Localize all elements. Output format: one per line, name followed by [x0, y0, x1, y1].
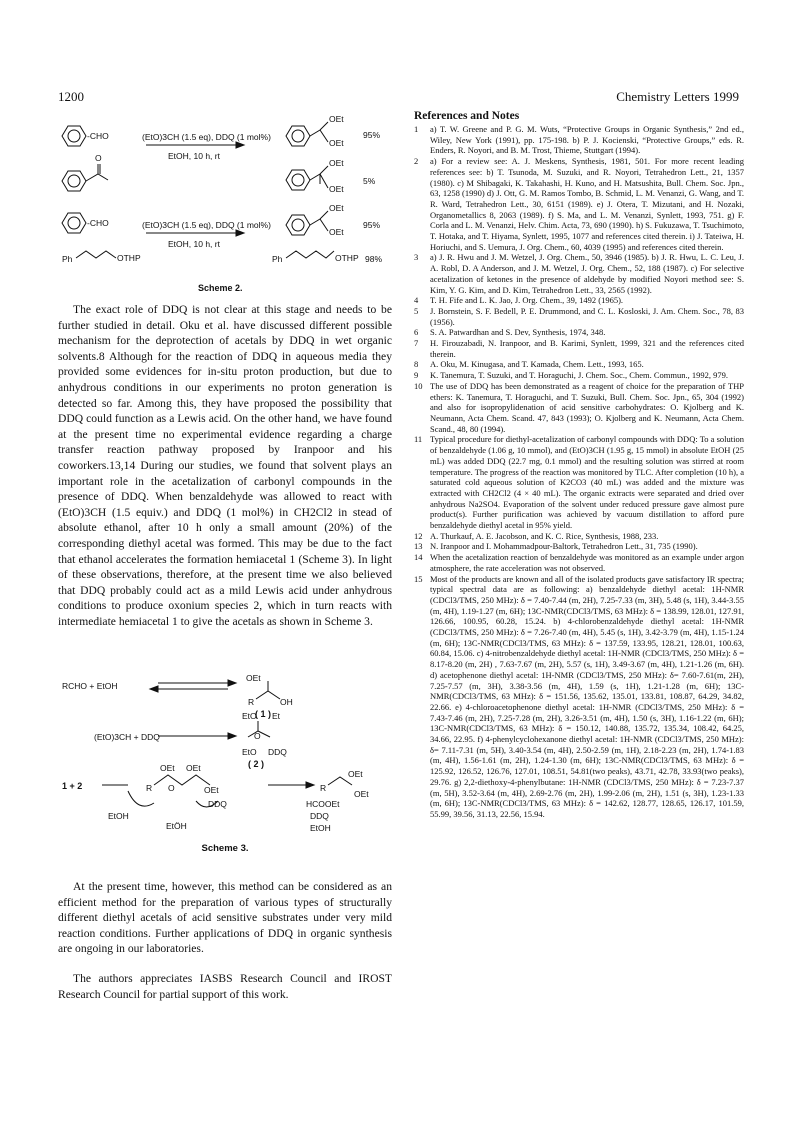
- reference-item: 6 S. A. Patwardhan and S. Dev, Synthesis, 1974, 348.: [414, 327, 606, 338]
- references-title: References and Notes: [414, 110, 520, 122]
- benzene-ring-icon: [286, 126, 310, 146]
- reference-item: 2 a) For a review see: A. J. Meskens, Synthesis, 1981, 501. For more recent leading references see: b) T. Tsunoda, M. Suzuki, and R. Noyori, Tetrahedron Lett., 21, 1357 (1980). c) M Shibagaki, K. Takahashi, H. Kuno, and H. Matsushita, Bull. Chem. Soc. Jpn., 63, 1258 (1990) d) J. Ott, G. M. Ramos Tombo, B. Schmid, L. M. Venanzi, G. Wang, and T. R. Ward, Tetrahedron Lett., 30, 6151 (1989). e) J. Otera, T. Mizutani, and H. Nozaki, Organometallics 8, 2063 (1989). f) S. Ma, and L. M. Venanzi, Synlett, 1993, 751. g) F. Corla and L. M. Venanzi, Helv. Chim. Acta, 73, 690 (1990). h) S. Fukuzawa, T. Tsuchimoto, T. Hotaka, and T. Hiyama, Synlett, 1995, 1077 and references cited therein. i) J. Tateiwa, H. Horiuchi, and S. Uemura, J. Org. Chem., 60, 4039 (1995) and references cited therein.: [414, 156, 744, 252]
- reagent-label: (EtO)3CH (1.5 eq), DDQ (1 mol%): [142, 132, 271, 142]
- reference-item: 15 Most of the products are known and all of the isolated products gave satisfactory IR spectra; typical spectral data are as following: a) benzaldehyde diethyl acetal: 1H-NMR (CDCl3/TMS, 250 MHz): δ = 7.40-7.44 (m, 2H), 7.25-7.33 (m, 3H), 5.48 (s, 1H), 3.44-3.55 (m, 4H), 1.19-1.27 (m, 6H); 13C-NMR(CDCl3/TMS, 63 MHz): δ = 138.99, 128.01, 127.91, 126.66, 100.95, 60.28, 15.24. b) 4-chlorobenzaldehyde diethyl acetal: 1H-NMR (CDCl3/TMS, 250 MHz): δ = 7.26-7.40 (m, 4H), 5.45 (s, 1H), 3.42-3.79 (m, 4H), 1.15-1.24 (m, 6H); 13C-NMR(CDCl3/TMS, 63 MHz): δ = 137.59, 133.95, 128.21, 128.01, 100.63, 60.84, 15.06. c) 4-nitrobenzaldehyde diethyl acetal: 1H-NMR (CDCl3/TMS, 250 MHz): δ = 8.17-8.20 (m, 2H) , 7.63-7.67 (m, 2H), 5.57 (s, 1H), 3.49-3.67 (m, 4H), 1.21-1.26 (m, 6H). d) acetophenone diethyl acetal: 1H-NMR (CDCl3/TMS, 250 MHz): δ= 7.60-7.61(m, 2H), 7.25-7.57 (m, 3H), 3.38-3.56 (m, 4H), 1.59 (s, 1H), 1.21-1.28 (m, 6H); 13C-NMR(CDCl3/TMS, 63 MHz): δ = 151.56, 135.62, 135.01, 133.81, 108.87, 64.29, 34.82, 22.66. e) 4-chloroacetophenone diethyl acetal: 1H-NMR (CDCl3/TMS, 250 MHz): δ = 7.43-7.46 (m, 2H), 7.25-7.28 (m, 2H), 3.26-3.51 (m, 4H), 1.50 (s, 3H), 1.16-1.22 (m, 6H); 13C-NMR(CDCl3/TMS, 63 MHz): δ = 150.12, 140.88, 135.72, 135.34, 108.42, 64.25, 34.66, 22.95. f) 4-phenylcyclohexanone diethyl acetal: 1H-NMR (CDCl3/TMS, 250 MHz): δ= 7.11-7.31 (m, 5H), 3.40-3.54 (m, 4H), 2.50-2.59 (m, 1H), 2.18-2.23 (m, 2H), 1.74-1.83 (m, 4H), 1.56-1.61 (m, 2H), 1.24-1.30 (m, 6H); 13C-NMR(CDCl3/TMS, 63 MHz): δ = 125.92, 126.52, 126.76, 127.01, 108.51, 54.81(two peaks), 43.71, 42.78, 33.93(two peaks), 29.76. g) 2,2-diethoxy-4-phenylbutane: 1H-NMR (CDCl3/TMS, 250 MHz): δ = 7.23-7.37 (m, 5H), 3.52-3.64 (m, 4H), 2.69-2.76 (m, 2H), 1.99-2.06 (m, 2H), 1.51 (s, 3H), 1.23-1.33 (m, 6H); 13C-NMR(CDCl3/TMS, 63 MHz): δ = 142.62, 128.77, 128.65, 126.17, 101.59, 55.99, 39.56, 31.13, 22.56, 15.94.: [414, 573, 744, 819]
- et-label: Et: [272, 711, 281, 721]
- one-plus-two-label: 1 + 2: [62, 781, 83, 791]
- oet-label: OEt: [204, 785, 219, 795]
- ddq-label: DDQ: [268, 747, 287, 757]
- scheme-2: [58, 108, 392, 298]
- scheme-3-caption: Scheme 3.: [201, 843, 249, 854]
- condition-label: EtOH, 10 h, rt: [168, 239, 220, 249]
- reference-item: 4 T. H. Fife and L. K. Jao, J. Org. Chem., 39, 1492 (1965).: [414, 295, 624, 306]
- condition-label: EtOH, 10 h, rt: [168, 151, 220, 161]
- oh-label: OH: [280, 697, 293, 707]
- ddq-label: DDQ: [208, 799, 227, 809]
- reference-item: 11 Typical procedure for diethyl-acetalization of carbonyl compounds with DDQ: To a solution of benzaldehyde (1.06 g, 10 mmol), and (EtO)3CH (1.95 g, 15 mmol) in absolute EtOH (25 mL) was added DDQ (22.7 mg, 0.1 mmol) and the resulting solution was stirred at room temperature. The progress of the reaction was monitored by TLC. After completion (10 h), a saturated cold aqueous solution of K2CO3 (40 mL) was added and the mixture was extracted with CH2Cl2 (4 × 40 mL). The organic extracts were separated and dried over anhydrous Na2SO4. Evaporation of the solvent under reduced pressure gave almost pure product(s). Further purification was achieved by vacuum distillation to afford pure benzaldehyde diethyl acetal in 95% yield.: [414, 434, 744, 531]
- oet-label: OEt: [329, 227, 344, 237]
- oet-label: OEt: [186, 763, 201, 773]
- benzene-ring-icon: [286, 215, 310, 235]
- acknowledgement: The authors appreciates IASBS Research Council and IROST Research Council for partial support of this work.: [58, 971, 392, 1001]
- reference-item: 7 H. Firouzabadi, N. Iranpoor, and B. Karimi, Synlett, 1999, 321 and the references cited therein.: [414, 338, 744, 359]
- oet-label: OEt: [329, 114, 344, 124]
- cho-label: -CHO: [87, 131, 109, 141]
- compound-1-label: ( 1 ): [255, 709, 272, 719]
- o-label: O: [168, 783, 175, 793]
- benzene-ring-icon: [62, 171, 86, 191]
- reference-item: 3 a) J. R. Hwu and J. M. Wetzel, J. Org. Chem., 50, 3946 (1985). b) J. R. Hwu, L. C. Leu, J. A. Robl, D. A Anderson, and J. M. Wetzel, J. Org. Chem., 52, 188 (1987). c) For selective acetalization of ketones in the presence of aldehyde by modified Noyori method see: S. Kim, Y. G. Kim, and D. Kim, Tetrahedron Lett., 33, 2565 (1992).: [414, 252, 744, 295]
- reference-item: 12 A. Thurkauf, A. E. Jacobson, and K. C. Rice, Synthesis, 1988, 233.: [414, 530, 659, 541]
- o-label: O: [95, 153, 102, 163]
- othp-label: OTHP: [117, 253, 141, 263]
- scheme-2-caption: Scheme 2.: [198, 283, 243, 293]
- yield-label: 5%: [363, 176, 376, 186]
- oet-label: OEt: [160, 763, 175, 773]
- etoch-label: (EtO)3CH + DDQ: [94, 732, 160, 742]
- oet-label: OEt: [329, 158, 344, 168]
- etoh-label: EtÖH: [166, 821, 187, 831]
- reference-item: 13 N. Iranpoor and I. Mohammadpour-Baltork, Tetrahedron Lett., 31, 735 (1990).: [414, 541, 698, 552]
- reference-item: 8 A. Oku, M. Kinugasa, and T. Kamada, Chem. Lett., 1993, 165.: [414, 359, 644, 370]
- scheme-3-drawing: [58, 673, 392, 843]
- r-label: R: [248, 697, 255, 707]
- oet-label: OEt: [329, 203, 344, 213]
- etoh-label: EtOH: [108, 811, 129, 821]
- paragraph: At the present time, however, this method can be considered as an efficient method for the preparation of various types of structurally different diethyl acetals of acid sensitive substrates under very mild reaction conditions. Further applications of DDQ in organic synthesis are ongoing in our laboratories.: [58, 880, 392, 956]
- reference-item: 14 When the acetalization reaction of benzaldehyde was monitored as an example under argon atmosphere, the rate acceleration was not observed.: [414, 552, 744, 573]
- benzene-ring-icon: [286, 170, 310, 190]
- o-label: O: [254, 731, 261, 741]
- hcooet-label: HCOOEt: [306, 799, 340, 809]
- benzene-ring-icon: [62, 126, 86, 146]
- oet-label: OEt: [329, 138, 344, 148]
- eto-label: EtO: [242, 747, 257, 757]
- r-label: R: [320, 783, 327, 793]
- r-label: R: [146, 783, 153, 793]
- yield-label: 95%: [363, 220, 381, 230]
- rcho-label: RCHO + EtOH: [62, 681, 118, 691]
- scheme-2-drawing: [58, 108, 392, 298]
- compound-2-label: ( 2 ): [248, 759, 265, 769]
- body-text-2: [58, 879, 392, 1002]
- eto-label: EtO: [242, 711, 257, 721]
- ph-label: Ph: [272, 254, 283, 264]
- scheme-3: [58, 673, 392, 854]
- othp-label: OTHP: [335, 253, 359, 263]
- oet-label: OEt: [246, 673, 261, 683]
- cho-label: -CHO: [87, 218, 109, 228]
- journal-title: Chemistry Letters 1999: [616, 89, 739, 104]
- paragraph: The exact role of DDQ is not clear at this stage and needs to be further studied in detail. Oku et al. have discussed different possible mechanism for the deprotection of acetals by DDQ in wet organic solvents.8 Although for the reaction of DDQ in aqueous media they provided some evidences for in-situ proton production, but due to anhydrous conditions in our experiments no proton generation is detected so far. Among this, they have proposed the possibility that DDQ could function as a Lewis acid. On the other hand, we have found at the present time no experimental evidence regarding a charge transfer reaction pathway proposed by Iranpoor and his coworkers.13,14 During our studies, we found that solvent plays an important role in the acetalization of carbonyl compounds in the presence of DDQ. When benzaldehyde was allowed to react with (EtO)3CH (1.5 equiv.) and DDQ (1 mol%) in CH2Cl2 in stead of absolute ethanol, after 10 h only a small amount (20%) of the corresponding diethyl acetal was formed. This may be due to the fact that ethanol accelerates the formation hemiacetal 1 (Scheme 3). In light of these observations, therefore, at the present time we also believed that DDQ probably could act as a mild Lewis acid under anhydrous conditions to produce oxonium species 2, which in turn reacts with intermediate hemiacetal 1 to give the acetals as shown in Scheme 3.: [58, 303, 392, 628]
- oet-label: OEt: [329, 184, 344, 194]
- reference-item: 10 The use of DDQ has been demonstrated as a reagent of choice for the preparation of THP ethers: K. Tanemura, T. Horaguchi, and T. Suzuki, Bull. Chem. Soc. Jpn., 65, 304 (1992) and also for isopropylidenation of acid sensitive carbohydrates: O. Kjolberg and K. Neumann, Acta Chem. Scand. 47, 843 (1993); O. Kjolberg and K. Neumann, Acta Chem. Scand., 48, 80 (1994).: [414, 380, 744, 434]
- body-text-1: [58, 302, 392, 629]
- ddqh-label: DDQ: [310, 811, 329, 821]
- ph-label: Ph: [62, 254, 73, 264]
- yield-label: 95%: [363, 130, 381, 140]
- etoh-label: EtOH: [310, 823, 331, 833]
- benzene-ring-icon: [62, 213, 86, 233]
- references-section: [414, 110, 744, 820]
- reference-item: 1 a) T. W. Greene and P. G. M. Wuts, “Protective Groups in Organic Synthesis,” 2nd ed., Wiley, New York (1991), pp. 175-198. b) P. J. Kocienski, “Protective Groups,” eds. R. Enders, R. Noyori, and B. M. Trost, Thieme, Stuttgart (1994).: [414, 124, 744, 156]
- reference-item: 5 J. Bornstein, S. F. Bedell, P. E. Drummond, and C. L. Kosloski, J. Am. Chem. Soc., 78, 83 (1956).: [414, 305, 744, 327]
- yield-label: 98%: [365, 254, 383, 264]
- oet-label: OEt: [348, 769, 363, 779]
- reference-item: 9 K. Tanemura, T. Suzuki, and T. Horaguchi, J. Chem. Soc., Chem. Commun., 1992, 979.: [414, 370, 728, 381]
- reagent-label: (EtO)3CH (1.5 eq), DDQ (1 mol%): [142, 220, 271, 230]
- oet-label: OEt: [354, 789, 369, 799]
- page-number: 1200: [58, 89, 84, 104]
